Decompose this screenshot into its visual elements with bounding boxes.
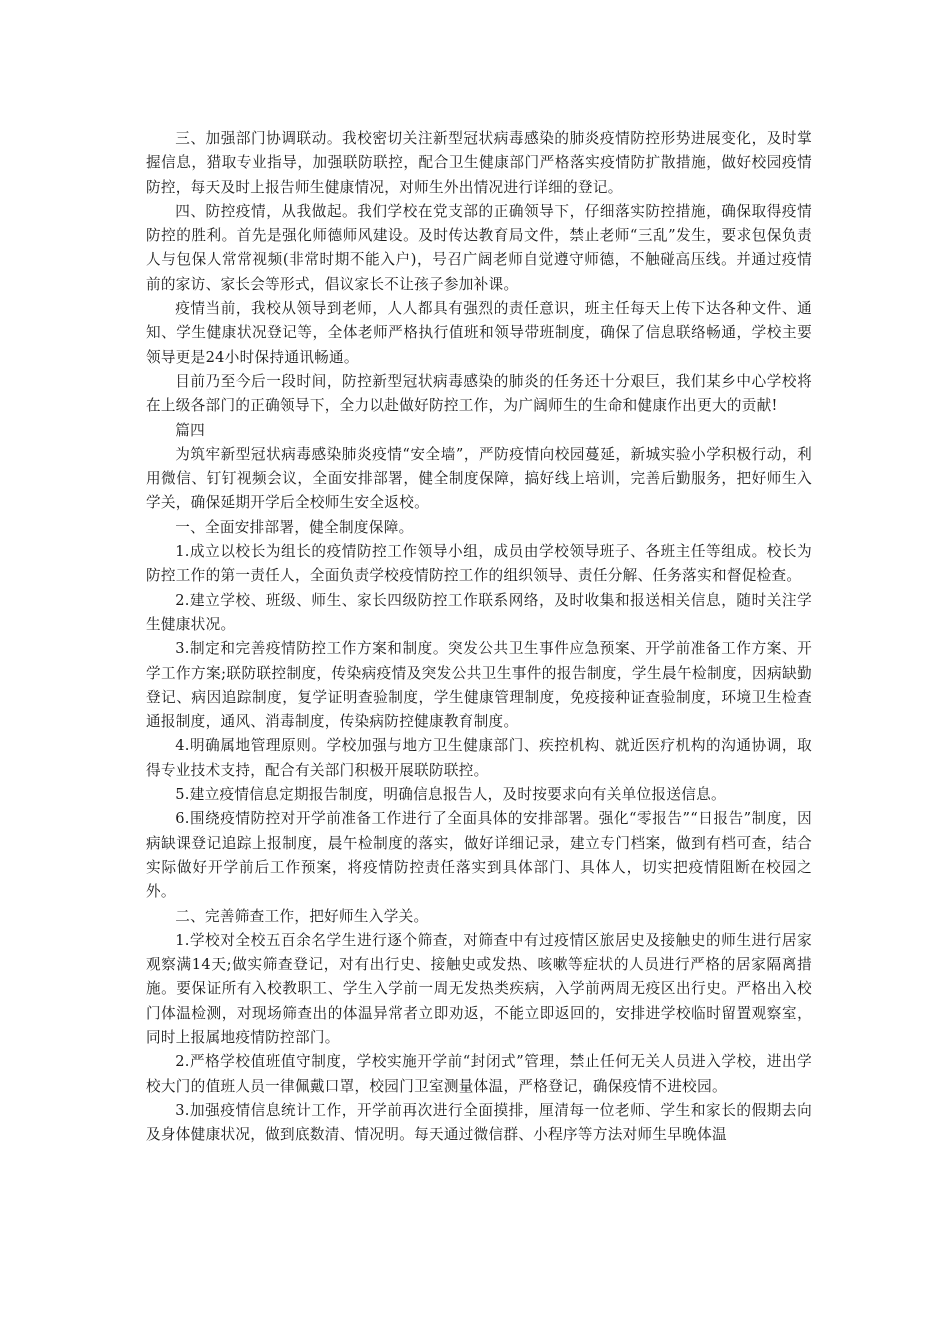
section-heading-part-four: 篇四 <box>175 421 205 439</box>
document-page <box>146 127 812 1147</box>
paragraph-intro-part-four: 为筑牢新型冠状病毒感染肺炎疫情“安全墙”，严防疫情向校园蔓延，新城实验小学积极行动，利用微信、钉钉视频会议，全面安排部署，健全制度保障，搞好线上培训，完善后勤服务，把好师生入学关，确保延期开学后全校师生安全返校。 <box>146 445 812 512</box>
list-item-3-statistics: 3.加强疫情信息统计工作，开学前再次进行全面摸排，厘清每一位老师、学生和家长的假期去向及身体健康状况，做到底数清、情况明。每天通过微信群、小程序等方法对师生早晚体温 <box>146 1101 812 1144</box>
list-item-1-screening: 1.学校对全校五百余名学生进行逐个筛查，对筛查中有过疫情区旅居史及接触史的师生进行居家观察满14天;做实筛查登记，对有出行史、接触史或发热、咳嗽等症状的人员进行严格的居家隔离措施。要保证所有入校教职工、学生入学前一周无发热类疾病，入学前两周无疫区出行史。严格出入校门体温检测，对现场筛查出的体温异常者立即劝返，不能立即返回的，安排进学校临时留置观察室，同时上报属地疫情防控部门。 <box>146 931 812 1046</box>
subheading-deployment: 一、全面安排部署，健全制度保障。 <box>175 518 414 536</box>
paragraph-outlook: 目前乃至今后一段时间，防控新型冠状病毒感染的肺炎的任务还十分艰巨，我们某乡中心学校将在上级各部门的正确领导下，全力以赴做好防控工作，为广阔师生的生命和健康作出更大的贡献! <box>146 372 812 415</box>
list-item-5-reporting: 5.建立疫情信息定期报告制度，明确信息报告人，及时按要求向有关单位报送信息。 <box>175 786 726 804</box>
list-item-1-leadership-group: 1.成立以校长为组长的疫情防控工作领导小组，成员由学校领导班子、各班主任等组成。校长为防控工作的第一责任人，全面负责学校疫情防控工作的组织领导、责任分解、任务落实和督促检查。 <box>146 543 812 585</box>
list-item-2-network: 2.建立学校、班级、师生、家长四级防控工作联系网络，及时收集和报送相关信息，随时关注学生健康状况。 <box>146 591 812 633</box>
list-item-4-territorial: 4.明确属地管理原则。学校加强与地方卫生健康部门、疾控机构、就近医疗机构的沟通协调，取得专业技术支持，配合有关部门积极开展联防联控。 <box>146 737 812 779</box>
paragraph-responsibility: 疫情当前，我校从领导到老师，人人都具有强烈的责任意识，班主任每天上传下达各种文件、通知、学生健康状况登记等，全体老师严格执行值班和领导带班制度，确保了信息联络畅通，学校主要领导更是24小时保持通讯畅通。 <box>146 300 812 366</box>
subheading-screening: 二、完善筛查工作，把好师生入学关。 <box>175 907 429 925</box>
list-item-3-plans-systems: 3.制定和完善疫情防控工作方案和制度。突发公共卫生事件应急预案、开学前准备工作方案、开学工作方案;联防联控制度，传染病疫情及突发公共卫生事件的报告制度，学生晨午检制度，因病缺勤登记、病因追踪制度，复学证明查验制度，学生健康管理制度，免疫接种证查验制度，环境卫生检查通报制度，通风、消毒制度，传染病防控健康教育制度。 <box>146 640 812 731</box>
list-item-6-preparation: 6.围绕疫情防控对开学前准备工作进行了全面具体的安排部署。强化“零报告”“日报告”制度，因病缺课登记追踪上报制度，晨午检制度的落实，做好详细记录，建立专门档案，做到有档可查，结合实际做好开学前后工作预案，将疫情防控责任落实到具体部门、具体人，切实把疫情阻断在校园之外。 <box>146 810 812 901</box>
paragraph-section-four-prevention: 四、防控疫情，从我做起。我们学校在党支部的正确领导下，仔细落实防控措施，确保取得疫情防控的胜利。首先是强化师德师风建设。及时传达教育局文件，禁止老师“三乱”发生，要求包保负责人与包保人常常视频(非常时期不能入户)，号召广阔老师自觉遵守师德，不触碰高压线。并通过疫情前的家访、家长会等形式，倡议家长不让孩子参加补课。 <box>146 202 812 293</box>
list-item-2-duty: 2.严格学校值班值守制度，学校实施开学前“封闭式”管理，禁止任何无关人员进入学校，进出学校大门的值班人员一律佩戴口罩，校园门卫室测量体温，严格登记，确保疫情不进校园。 <box>146 1053 812 1095</box>
paragraph-section-three-coordination: 三、加强部门协调联动。我校密切关注新型冠状病毒感染的肺炎疫情防控形势进展变化，及时掌握信息，猎取专业指导，加强联防联控，配合卫生健康部门严格落实疫情防扩散措施，做好校园疫情防控，每天及时上报告师生健康情况，对师生外出情况进行详细的登记。 <box>146 130 812 196</box>
